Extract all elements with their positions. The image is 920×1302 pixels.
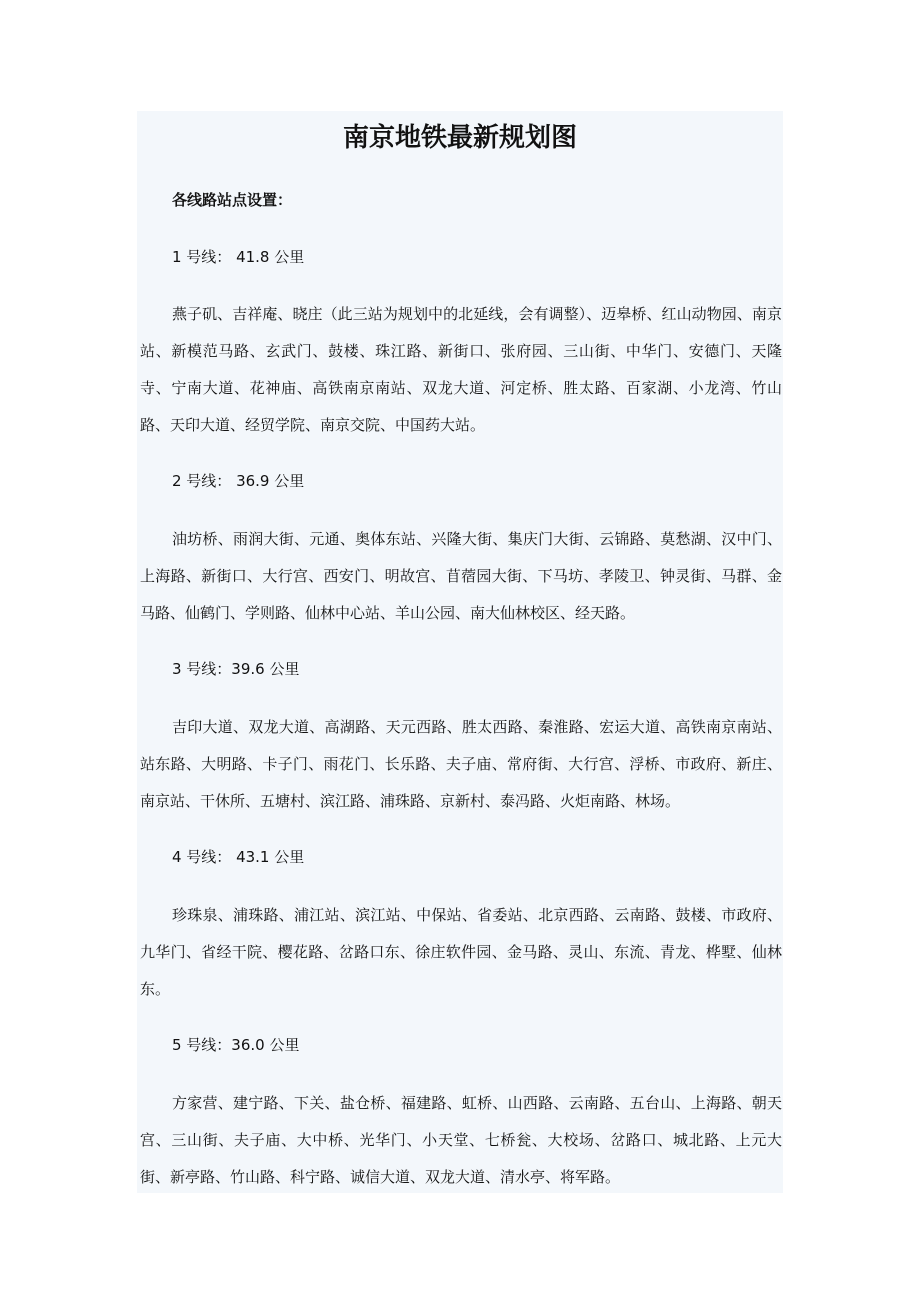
line-2-stations: 油坊桥、雨润大街、元通、奥体东站、兴隆大街、集庆门大街、云锦路、莫愁湖、汉中门、上海路、新街口、大行宫、西安门、明故宫、苜蓿园大街、下马坊、孝陵卫、钟灵街、马群、金马路、仙鹤门、学则路、仙林中心站、羊山公园、南大仙林校区、经天路。 bbox=[140, 530, 782, 622]
page-title: 南京地铁最新规划图 bbox=[342, 123, 577, 153]
line-5-stations: 方家营、建宁路、下关、盐仓桥、福建路、虹桥、山西路、云南路、五台山、上海路、朝天宫、三山街、夫子庙、大中桥、光华门、小天堂、七桥瓮、大校场、岔路口、城北路、上元大街、新亭路、竹山路、科宁路、诚信大道、双龙大道、清水亭、将军路。 bbox=[140, 1094, 782, 1186]
line-4-stations: 珍珠泉、浦珠路、浦江站、滨江站、中保站、省委站、北京西路、云南路、鼓楼、市政府、九华门、省经干院、樱花路、岔路口东、徐庄软件园、金马路、灵山、东流、青龙、桦墅、仙林东。 bbox=[140, 906, 782, 998]
line-2-heading: 2 号线： 36.9 公里 bbox=[172, 472, 305, 490]
section-subtitle: 各线路站点设置： bbox=[172, 191, 293, 209]
line-3-stations: 吉印大道、双龙大道、高湖路、天元西路、胜太西路、秦淮路、宏运大道、高铁南京南站、站东路、大明路、卡子门、雨花门、长乐路、夫子庙、常府街、大行宫、浮桥、市政府、新庄、南京站、干休所、五塘村、滨江路、浦珠路、京新村、泰冯路、火炬南路、林场。 bbox=[140, 718, 782, 810]
line-5-heading: 5 号线：36.0 公里 bbox=[172, 1036, 300, 1054]
line-3-heading: 3 号线：39.6 公里 bbox=[172, 660, 300, 678]
line-4-heading: 4 号线： 43.1 公里 bbox=[172, 848, 305, 866]
content-background bbox=[137, 111, 783, 1193]
line-1-heading: 1 号线： 41.8 公里 bbox=[172, 248, 305, 266]
line-1-stations: 燕子矶、吉祥庵、晓庄（此三站为规划中的北延线，会有调整）、迈皋桥、红山动物园、南京站、新模范马路、玄武门、鼓楼、珠江路、新街口、张府园、三山街、中华门、安德门、天隆寺、宁南大道、花神庙、高铁南京南站、双龙大道、河定桥、胜太路、百家湖、小龙湾、竹山路、天印大道、经贸学院、南京交院、中国药大站。 bbox=[140, 305, 782, 434]
